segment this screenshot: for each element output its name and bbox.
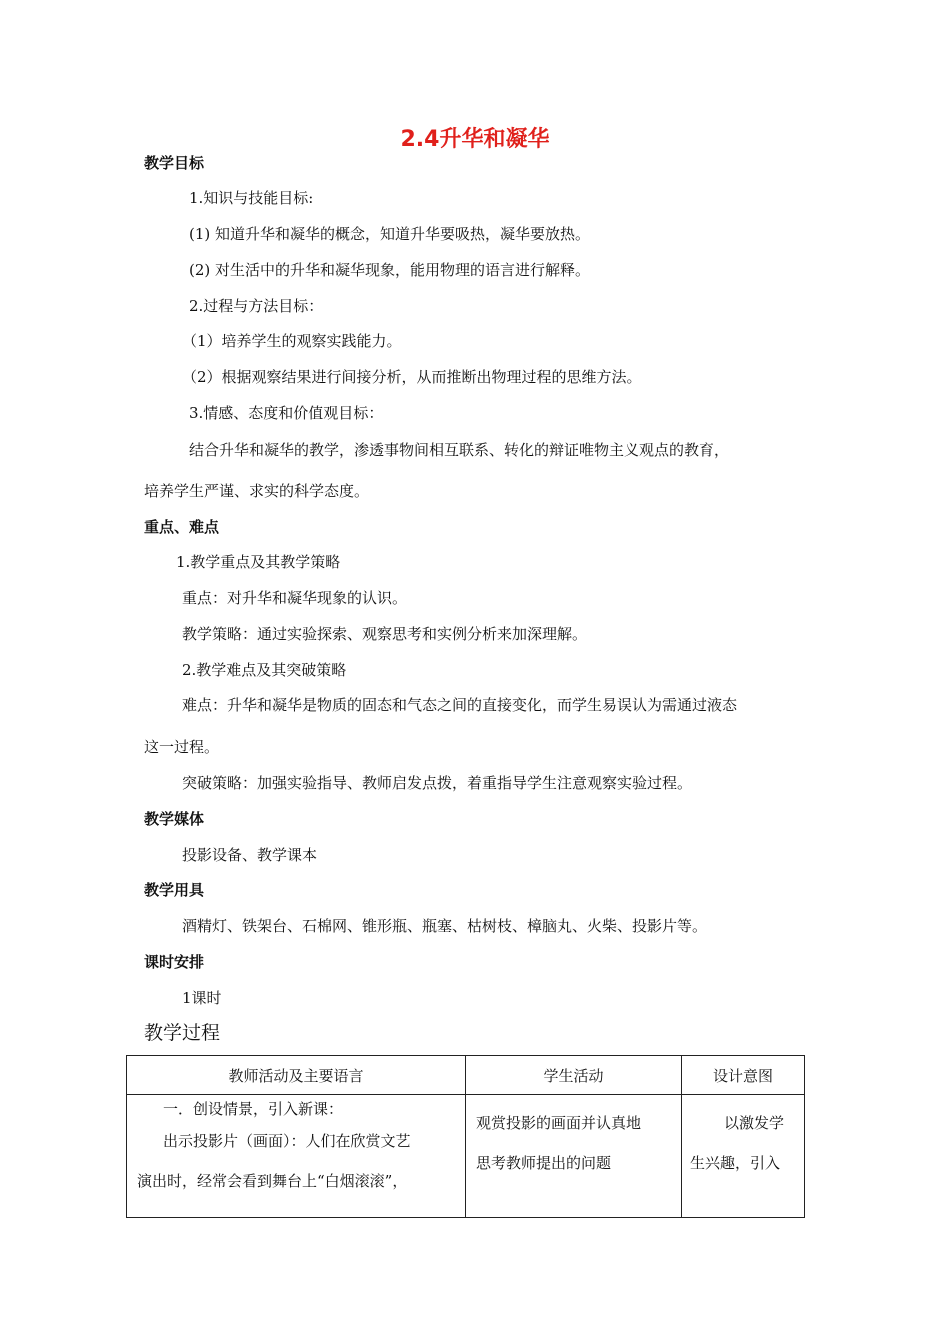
key-difficulty-text-1: 难点：升华和凝华是物质的固态和气态之间的直接变化，而学生易误认为需通过液态 xyxy=(182,696,738,714)
goals-heading: 教学目标 xyxy=(144,154,205,172)
intent-line-2: 生兴趣，引入 xyxy=(690,1154,781,1172)
key-difficulty-strategy: 突破策略：加强实验指导、教师启发点拨，着重指导学生注意观察实验过程。 xyxy=(182,774,693,792)
cell-intent xyxy=(682,1095,805,1218)
cell-student xyxy=(466,1095,682,1218)
tools-text: 酒精灯、铁架台、石棉网、锥形瓶、瓶塞、枯树枝、樟脑丸、火柴、投影片等。 xyxy=(182,917,708,935)
media-text: 投影设备、教学课本 xyxy=(182,846,318,864)
teacher-line-2: 出示投影片（画面）：人们在欣赏文艺 xyxy=(163,1132,411,1150)
header-student: 学生活动 xyxy=(466,1056,682,1095)
header-intent: 设计意图 xyxy=(682,1056,805,1095)
teacher-line-3: 演出时，经常会看到舞台上“白烟滚滚”， xyxy=(137,1172,408,1190)
goal-attitude-text-1: 结合升华和凝华的教学，渗透事物间相互联系、转化的辩证唯物主义观点的教育， xyxy=(189,441,730,459)
key-focus-strategy: 教学策略：通过实验探索、观察思考和实例分析来加深理解。 xyxy=(182,625,588,643)
key-difficulty-text-2: 这一过程。 xyxy=(144,738,220,756)
student-line-1: 观赏投影的画面并认真地 xyxy=(476,1114,642,1132)
media-heading: 教学媒体 xyxy=(144,810,205,828)
cell-teacher xyxy=(127,1095,466,1218)
goal-knowledge: 1.知识与技能目标: xyxy=(189,189,314,207)
table-row xyxy=(127,1095,805,1218)
intent-line-1: 以激发学 xyxy=(724,1114,785,1132)
key-focus-text: 重点：对升华和凝华现象的认识。 xyxy=(182,589,408,607)
goal-knowledge-item-2: (2) 对生活中的升华和凝华现象，能用物理的语言进行解释。 xyxy=(189,261,591,279)
goal-knowledge-item-1: (1) 知道升华和凝华的概念，知道升华要吸热，凝华要放热。 xyxy=(189,225,591,243)
hours-text: 1课时 xyxy=(182,989,222,1007)
goal-process-item-2: （2）根据观察结果进行间接分析，从而推断出物理过程的思维方法。 xyxy=(182,368,642,386)
student-line-2: 思考教师提出的问题 xyxy=(476,1154,612,1172)
goal-attitude: 3.情感、态度和价值观目标： xyxy=(189,404,384,422)
goal-attitude-text-2: 培养学生严谨、求实的科学态度。 xyxy=(144,482,370,500)
hours-heading: 课时安排 xyxy=(144,953,205,971)
tools-heading: 教学用具 xyxy=(144,881,205,899)
process-heading: 教学过程 xyxy=(144,1022,221,1044)
key-focus-title: 1.教学重点及其教学策略 xyxy=(176,553,341,571)
key-points-heading: 重点、难点 xyxy=(144,518,220,536)
document-title: 2.4升华和凝华 xyxy=(400,127,550,152)
process-table xyxy=(126,1055,805,1218)
goal-process-item-1: （1）培养学生的观察实践能力。 xyxy=(182,332,402,350)
teacher-line-1: 一．创设情景，引入新课： xyxy=(163,1100,344,1118)
header-teacher: 教师活动及主要语言 xyxy=(127,1056,466,1095)
goal-process: 2.过程与方法目标： xyxy=(189,297,324,315)
table-header-row xyxy=(127,1056,805,1095)
key-difficulty-title: 2.教学难点及其突破策略 xyxy=(182,661,347,679)
